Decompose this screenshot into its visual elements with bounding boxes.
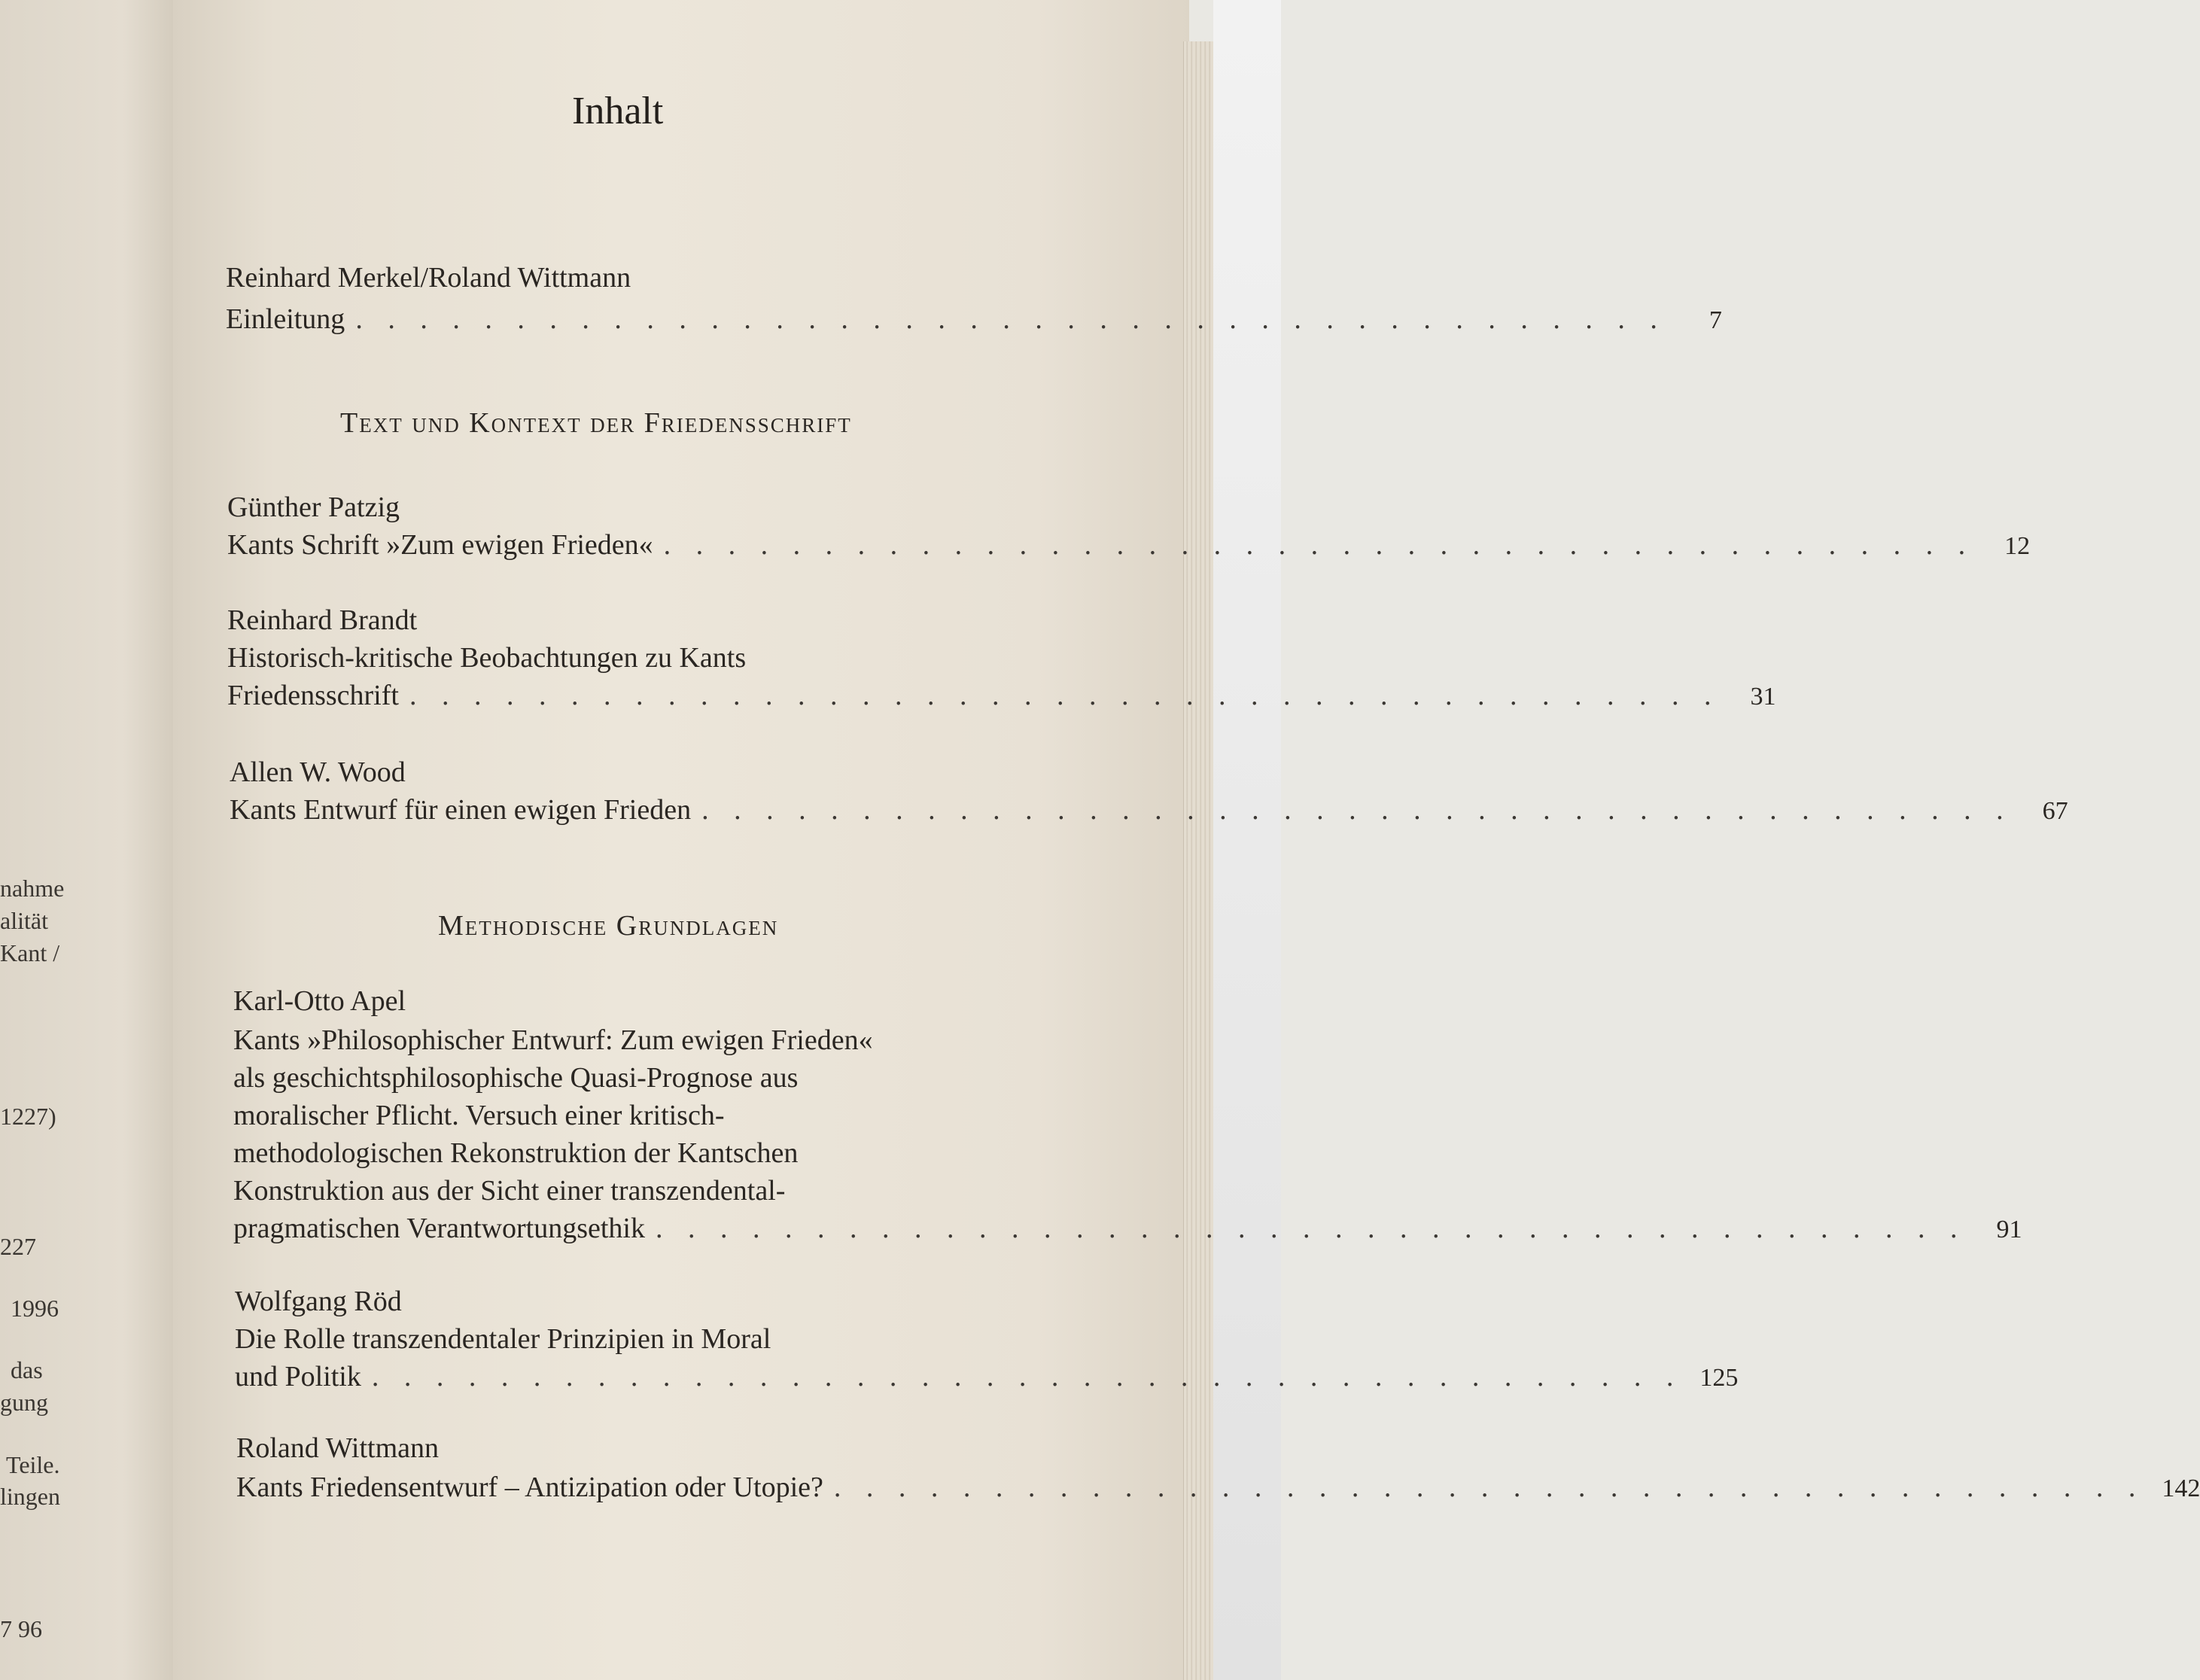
left-page-fragment: nahme [0,875,65,902]
backdrop [1213,0,1281,1680]
left-page-fragment: alität [0,907,48,934]
section-heading: Text und Kontext der Friedensschrift [340,407,852,439]
right-page [173,0,1189,1680]
dot-leader: . . . . . . . . . . . . . . . . . . . . . . . . . . . . . . . . . . . . . . . . . [371,1361,1683,1392]
dot-leader: . . . . . . . . . . . . . . . . . . . . . . . . . . . . . . . . . . . . . . . . . [409,680,1721,711]
toc-entry-author: Wolfgang Röd [235,1286,402,1317]
toc-page-number: 12 [2004,532,2031,560]
toc-page-number: 31 [1750,683,1776,711]
toc-page-number: 142 [2162,1475,2200,1502]
dot-leader: . . . . . . . . . . . . . . . . . . . . . . . . . . . . . . . . . . . . . . . . . [701,794,2013,826]
toc-entry [236,1469,2200,1507]
page-edges [1183,41,1214,1680]
toc-entry-title-line: Die Rolle transzendentaler Prinzipien in Moral [235,1323,771,1355]
toc-entry-title: Kants Friedensentwurf – Antizipation oder Utopie? [236,1472,823,1503]
left-page-fragment: Kant / [0,939,60,966]
dot-leader: . . . . . . . . . . . . . . . . . . . . . . . . . . . . . . . . . . . . . . . . . [355,303,1666,335]
toc-page-number: 125 [1699,1364,1739,1392]
left-page-fragment: lingen [0,1483,60,1510]
left-page-fragment: gung [0,1389,48,1416]
toc-entry-author: Karl-Otto Apel [233,985,406,1017]
toc-entry [227,677,1776,715]
dot-leader: . . . . . . . . . . . . . . . . . . . . . . . . . . . . . . . . . . . . . . . . . [833,1472,2145,1503]
toc-entry-title-line: als geschichtsphilosophische Quasi-Prognose aus [233,1062,799,1094]
toc-page-number: 7 [1709,306,1722,334]
dot-leader: . . . . . . . . . . . . . . . . . . . . . . . . . . . . . . . . . . . . . . . . . [656,1213,1967,1244]
left-page-fragment: 7 96 [0,1615,42,1642]
toc-entry-title-line: moralischer Pflicht. Versuch einer kritisch- [233,1100,725,1131]
dot-leader: . . . . . . . . . . . . . . . . . . . . . . . . . . . . . . . . . . . . . . . . . [663,529,1975,561]
page-title: Inhalt [572,90,664,132]
toc-entry [235,1359,1739,1396]
left-page-fragment: 227 [0,1233,36,1260]
section-heading: Methodische Grundlagen [438,910,779,942]
toc-entry-title-line: Konstruktion aus der Sicht einer transzendental- [233,1175,786,1207]
left-page-fragment: 1996 [11,1295,59,1322]
toc-entry-title: pragmatischen Verantwortungsethik [233,1213,645,1244]
toc-entry-title: und Politik [235,1361,361,1392]
toc-entry [227,527,2031,565]
toc-entry-title-line: Historisch-kritische Beobachtungen zu Kants [227,642,747,674]
toc-entry-title: Kants Schrift »Zum ewigen Frieden« [227,529,653,561]
toc-entry-title-line: methodologischen Rekonstruktion der Kantschen [233,1137,799,1169]
toc-page-number: 91 [1996,1216,2022,1243]
toc-entry [233,1210,2022,1248]
left-page-fragment: 1227) [0,1103,56,1130]
toc-entry [226,301,1722,339]
toc-entry-title: Friedensschrift [227,680,399,711]
toc-entry-author: Roland Wittmann [236,1432,440,1464]
left-page-fragment: Teile. [6,1451,60,1478]
toc-entry-author: Reinhard Brandt [227,604,418,636]
left-page-fragment: das [11,1356,43,1383]
toc-entry-author: Günther Patzig [227,492,400,523]
toc-page-number: 67 [2042,797,2068,825]
toc-entry-title-line: Kants »Philosophischer Entwurf: Zum ewigen Frieden« [233,1024,873,1056]
toc-entry-title: Einleitung [226,303,345,335]
toc-entry-title: Kants Entwurf für einen ewigen Frieden [230,794,692,826]
toc-entry-author: Allen W. Wood [230,756,406,788]
toc-entry-author: Reinhard Merkel/Roland Wittmann [226,262,631,294]
toc-entry [230,792,2068,829]
